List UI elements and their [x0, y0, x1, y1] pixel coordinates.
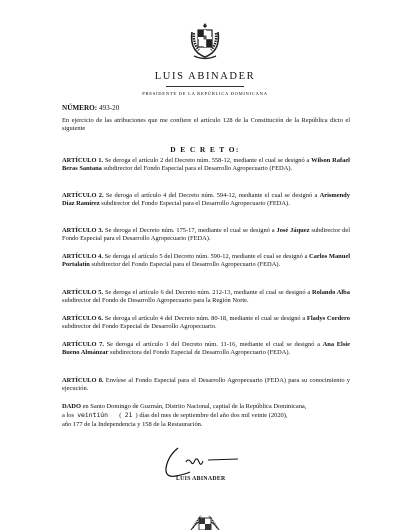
article-text: Se deroga el Decreto núm. 175-17, mediante el cual se designó a — [103, 227, 277, 234]
article-text: subdirector del Fondo Especial para el Desarrollo Agropecuario (FEDA). — [62, 227, 351, 243]
article-text: subdirector del Fondo Especial de Desarrollo Agropecuario. — [62, 323, 217, 331]
footer-emblem-icon — [189, 508, 221, 530]
article-text: Se deroga el artículo 5 del Decreto núm. 590-12, mediante el cual se designó a — [102, 253, 309, 260]
article-label: ARTÍCULO 1. — [62, 157, 104, 164]
article-label: ARTÍCULO 3. — [62, 227, 104, 234]
article-3 — [62, 227, 350, 244]
article-2 — [62, 192, 350, 209]
article-text: subdirector del Fondo de Desarrollo Agropecuario para la Región Norte. — [62, 297, 249, 305]
article-text: Se deroga el artículo 4 del Decreto núm. 80-18, mediante el cual se designó a — [103, 315, 307, 322]
header-subtitle: PRESIDENTE DE LA REPÚBLICA DOMINICANA — [142, 91, 268, 96]
article-1 — [62, 157, 350, 174]
signature-name: LUIS ABINADER — [176, 476, 226, 482]
header-name: LUIS ABINADER — [154, 71, 256, 82]
article-text: Se deroga el artículo 1 del Decreto núm. 11-16, mediante el cual se designó a — [103, 341, 323, 348]
article-label: ARTÍCULO 6. — [62, 315, 104, 322]
header-divider — [166, 86, 244, 87]
article-7 — [62, 341, 350, 358]
dado-label: DADO — [62, 403, 81, 410]
article-person: Carlos Manuel Portalatín — [62, 253, 350, 269]
dado-line: año 177 de la Independencia y 158 de la Restauración. — [62, 420, 203, 428]
article-person: José Jáquez — [276, 227, 310, 234]
article-label: ARTÍCULO 4. — [62, 253, 103, 260]
article-person: Ana Elsie Bueno Almánzar — [62, 341, 350, 357]
article-5 — [62, 289, 350, 306]
article-person: Rolando Alba — [312, 289, 350, 296]
dado-line: días del mes de septiembre del año dos mil veinte (2020), — [139, 412, 288, 420]
article-text: Se deroga el artículo 2 del Decreto núm. 558-12, mediante el cual se designó a — [103, 157, 312, 164]
article-text: subdirector del Fondo Especial para el Desarrollo Agropecuario (FEDA). — [89, 261, 281, 269]
article-label: ARTÍCULO 2. — [62, 192, 104, 199]
article-person: Arismendy Díaz Ramírez — [62, 192, 350, 208]
article-label: ARTÍCULO 8. — [62, 377, 104, 384]
article-text: Envíese al Fondo Especial para el Desarrollo Agropecuario (FEDA) para su conocimiento y ejecución. — [62, 377, 350, 393]
article-text: subdirectora del Fondo Especial de Desarrollo Agropecuario (FEDA). — [108, 349, 291, 357]
article-text: subdirector del Fondo Especial para el Desarrollo Agropecuario (FEDA). — [101, 165, 293, 173]
decree-number-value: 493-20 — [98, 104, 120, 112]
article-text: Se deroga el artículo 6 del Decreto núm. 212-13, mediante el cual se designó a — [103, 289, 313, 296]
article-person: Fladys Cordero — [306, 315, 350, 322]
article-text: Se deroga el artículo 4 del Decreto núm. 594-12, mediante el cual se designó a — [103, 192, 320, 199]
article-8 — [62, 377, 350, 394]
article-text: subdirector del Fondo Especial para el Desarrollo Agropecuario (FEDA). — [99, 200, 290, 208]
decree-title: D E C R E T O: — [170, 145, 240, 154]
day-words: veintiún — [77, 411, 108, 420]
coat-of-arms-icon — [188, 20, 222, 60]
decree-number — [62, 104, 119, 112]
article-label: ARTÍCULO 5. — [62, 289, 104, 296]
dado-line: en Santo Domingo de Guzmán, Distrito Nacional, capital de la República Dominicana, — [80, 403, 307, 410]
dado-clause: DADO en Santo Domingo de Guzmán, Distrito Nacional, capital de la República Dominicana, a los veintiún ( 21 ) días del mes de septiembre del año dos mil veinte (2020), año 177 de la Independencia y 158 de la Restauración. — [62, 403, 307, 428]
dado-line: a los — [62, 412, 74, 420]
article-6 — [62, 315, 350, 332]
article-person: Wilson Rafael Beras Santana — [62, 157, 350, 173]
article-4 — [62, 253, 350, 270]
day-number: 21 — [124, 411, 133, 420]
decree-number-label: NÚMERO: — [62, 104, 98, 112]
article-label: ARTÍCULO 7. — [62, 341, 104, 348]
preamble: En ejercicio de las atribuciones que me confiere el artículo 128 de la Constitución de la República dicto el siguiente — [62, 117, 350, 133]
